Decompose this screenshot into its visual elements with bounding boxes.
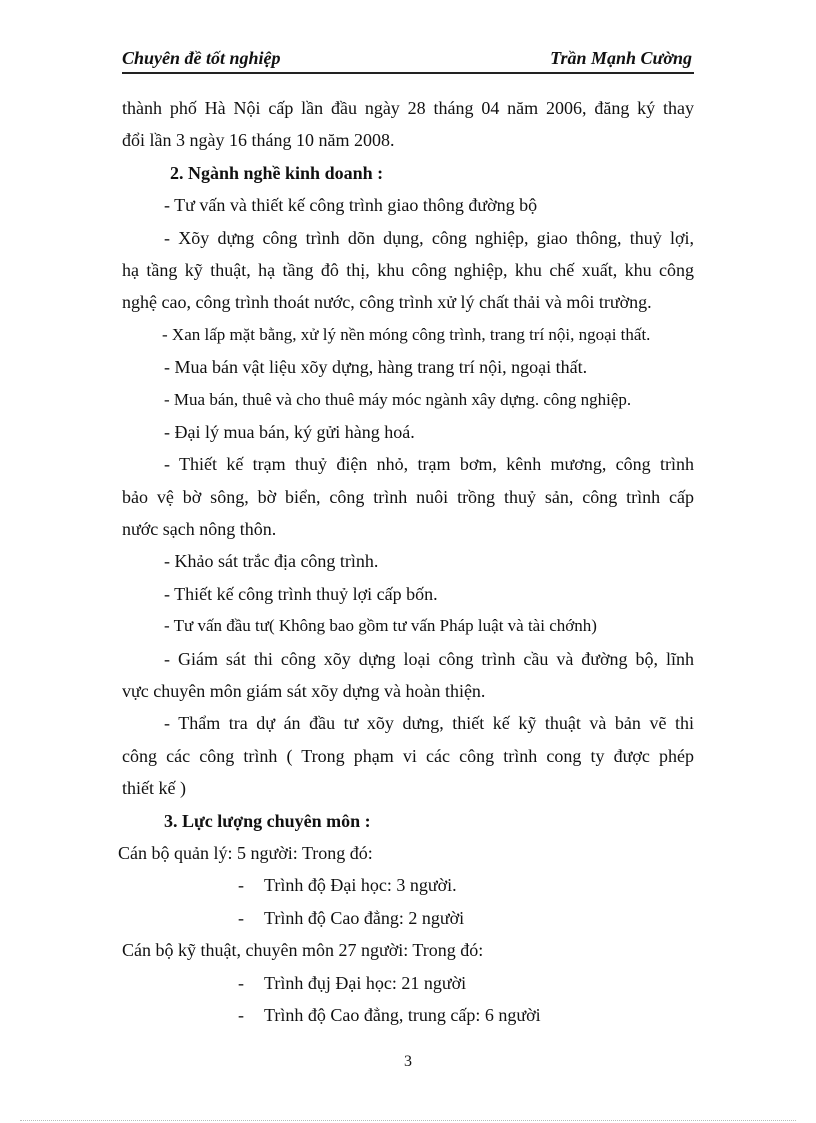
- list-item: - Tư vấn đầu tư( Không bao gồm tư vấn Pháp luật và tài chớnh): [164, 616, 597, 636]
- section-heading: 3. Lực lượng chuyên môn :: [164, 810, 371, 831]
- paragraph-line: thành phố Hà Nội cấp lần đầu ngày 28 tháng 04 năm 2006, đăng ký thay: [122, 98, 694, 118]
- bullet-item: [122, 902, 694, 934]
- paragraph-line: công các công trình ( Trong phạm vi các công trình cong ty được phép: [122, 745, 694, 766]
- page-number: 3: [404, 1053, 412, 1070]
- bullet-dash: -: [238, 875, 244, 896]
- paragraph-line: hạ tầng kỹ thuật, hạ tầng đô thị, khu công nghiệp, khu chế xuất, khu công: [122, 259, 694, 280]
- header-title: Chuyên đề tốt nghiệp: [122, 48, 281, 68]
- list-item: - Thiết kế trạm thuỷ điện nhỏ, trạm bơm, kênh mương, công trình: [164, 454, 694, 475]
- paragraph-line: bảo vệ bờ sông, bờ biển, công trình nuôi trồng thuỷ sản, công trình cấp: [122, 486, 694, 507]
- paragraph-line: thiết kế ): [122, 778, 186, 799]
- list-item: - Tư vấn và thiết kế công trình giao thông đường bộ: [164, 195, 538, 216]
- bullet-dash: -: [238, 1004, 244, 1025]
- paragraph-line: Cán bộ kỹ thuật, chuyên môn 27 người: Trong đó:: [122, 940, 484, 961]
- paragraph-line: Cán bộ quản lý: 5 người: Trong đó:: [118, 842, 373, 863]
- header-author: Trần Mạnh Cường: [550, 48, 692, 68]
- document-body: [118, 92, 694, 1031]
- bullet-dash: -: [238, 907, 244, 928]
- paragraph-line: nghệ cao, công trình thoát nước, công trình xử lý chất thải và môi trường.: [122, 292, 652, 313]
- list-item: - Thẩm tra dự án đầu tư xõy dưng, thiết kế kỹ thuật và bản vẽ thi: [164, 713, 694, 734]
- list-item: - Khảo sát trắc địa công trình.: [164, 551, 379, 572]
- page-header: [122, 46, 694, 74]
- page-bottom-border: [20, 1120, 796, 1121]
- list-item: - Đại lý mua bán, ký gửi hàng hoá.: [164, 421, 415, 442]
- bullet-item: [122, 967, 694, 999]
- bullet-text: Trình độ Đại học: 3 người.: [264, 875, 457, 896]
- paragraph-line: đổi lần 3 ngày 16 tháng 10 năm 2008.: [122, 130, 395, 151]
- bullet-text: Trình đụj Đại học: 21 người: [264, 972, 467, 993]
- bullet-text: Trình độ Cao đẳng: 2 người: [264, 907, 465, 928]
- bullet-item: [122, 869, 694, 901]
- list-item: - Giám sát thi công xõy dựng loại công trình cầu và đường bộ, lĩnh: [164, 648, 694, 669]
- paragraph-line: vực chuyên môn giám sát xõy dựng và hoàn thiện.: [122, 681, 486, 702]
- list-item: - Xan lấp mặt bằng, xử lý nền móng công trình, trang trí nội, ngoại thất.: [162, 324, 651, 344]
- section-heading: 2. Ngành nghề kinh doanh :: [170, 162, 384, 183]
- bullet-item: [122, 999, 694, 1031]
- paragraph-line: nước sạch nông thôn.: [122, 519, 277, 540]
- list-item: - Thiết kế công trình thuỷ lợi cấp bốn.: [164, 583, 438, 604]
- list-item: - Mua bán, thuê và cho thuê máy móc ngành xây dựng. công nghiệp.: [164, 389, 632, 409]
- list-item: - Mua bán vật liệu xõy dựng, hàng trang trí nội, ngoại thất.: [164, 357, 588, 378]
- bullet-text: Trình độ Cao đẳng, trung cấp: 6 người: [264, 1004, 541, 1025]
- bullet-dash: -: [238, 972, 244, 993]
- list-item: - Xõy dựng công trình dõn dụng, công nghiệp, giao thông, thuỷ lợi,: [164, 227, 694, 248]
